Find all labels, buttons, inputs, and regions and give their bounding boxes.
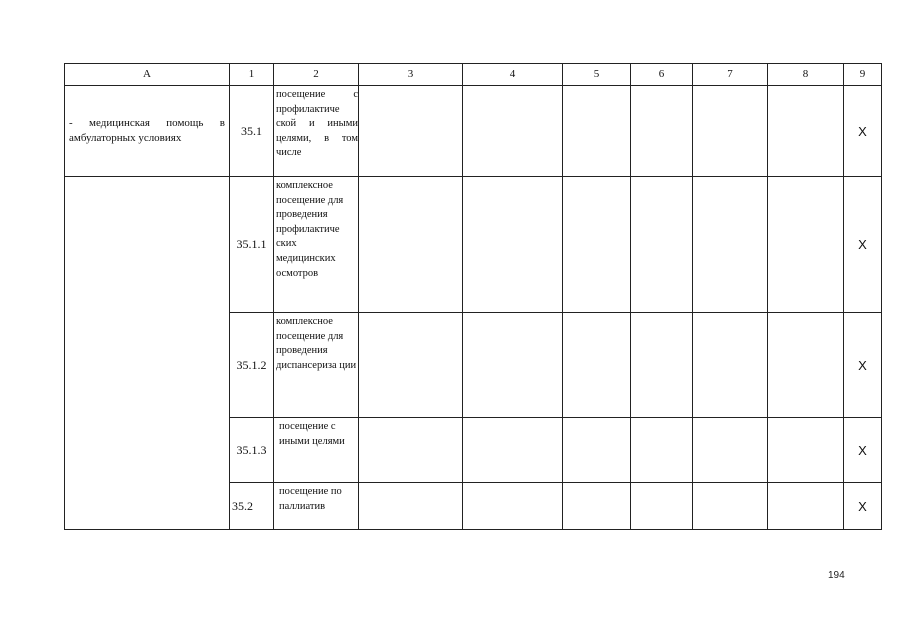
- empty-cell-5: [563, 483, 631, 530]
- header-cell-7: 7: [693, 64, 768, 86]
- row-description-cell: [274, 483, 359, 530]
- empty-cell-8: [768, 86, 844, 177]
- page-number: 194: [828, 570, 845, 581]
- empty-cell-5: [563, 418, 631, 483]
- empty-cell-3: [359, 177, 463, 313]
- row-description-cell: [274, 86, 359, 177]
- row-x-mark: Х: [844, 418, 882, 483]
- empty-cell-7: [693, 177, 768, 313]
- empty-cell-6: [631, 177, 693, 313]
- empty-cell-4: [463, 313, 563, 418]
- table-row: [65, 86, 882, 177]
- empty-cell-5: [563, 86, 631, 177]
- data-table: [64, 63, 882, 530]
- row-code-cell: 35.1.2: [230, 313, 274, 418]
- empty-cell-7: [693, 483, 768, 530]
- empty-cell-4: [463, 483, 563, 530]
- row-description-text: посещение по паллиатив: [279, 486, 342, 512]
- empty-cell-6: [631, 313, 693, 418]
- empty-cell-5: [563, 313, 631, 418]
- empty-cell-6: [631, 418, 693, 483]
- header-cell-1: 1: [230, 64, 274, 86]
- header-cell-6: 6: [631, 64, 693, 86]
- table-row: [65, 177, 882, 313]
- empty-cell-3: [359, 418, 463, 483]
- row-x-mark: Х: [844, 177, 882, 313]
- row-description-cell: [274, 177, 359, 313]
- empty-cell-7: [693, 86, 768, 177]
- row-description-text: комплексное посещение для проведения диспансериза ции: [276, 316, 357, 371]
- header-cell-5: 5: [563, 64, 631, 86]
- empty-cell-7: [693, 313, 768, 418]
- empty-cell-3: [359, 86, 463, 177]
- row-code-cell: 35.1.3: [230, 418, 274, 483]
- header-cell-9: 9: [844, 64, 882, 86]
- header-cell-a: А: [65, 64, 230, 86]
- row-description-cell: [274, 313, 359, 418]
- empty-cell-8: [768, 177, 844, 313]
- header-cell-4: 4: [463, 64, 563, 86]
- empty-cell-6: [631, 483, 693, 530]
- empty-cell-4: [463, 418, 563, 483]
- row-description-text: посещение с профилактиче ской и иными целями, в том числе: [276, 89, 358, 159]
- row-description-text: посещение с иными целями: [279, 421, 345, 447]
- empty-cell-8: [768, 313, 844, 418]
- row-code-cell: 35.2: [230, 483, 274, 530]
- empty-cell-8: [768, 418, 844, 483]
- row-label-cell-empty: [65, 177, 230, 530]
- row-label-cell: - медицинская помощь в амбулаторных условиях: [65, 86, 230, 177]
- row-code-cell: 35.1: [230, 86, 274, 177]
- empty-cell-8: [768, 483, 844, 530]
- empty-cell-6: [631, 86, 693, 177]
- empty-cell-3: [359, 483, 463, 530]
- empty-cell-4: [463, 86, 563, 177]
- row-description-text: комплексное посещение для проведения профилактиче ских медицинских осмотров: [276, 180, 344, 279]
- row-x-mark: Х: [844, 483, 882, 530]
- header-cell-3: 3: [359, 64, 463, 86]
- row-x-mark: Х: [844, 313, 882, 418]
- empty-cell-7: [693, 418, 768, 483]
- header-cell-2: 2: [274, 64, 359, 86]
- empty-cell-3: [359, 313, 463, 418]
- row-x-mark: Х: [844, 86, 882, 177]
- empty-cell-4: [463, 177, 563, 313]
- row-description-cell: [274, 418, 359, 483]
- table-header-row: [65, 64, 882, 86]
- row-code-cell: 35.1.1: [230, 177, 274, 313]
- empty-cell-5: [563, 177, 631, 313]
- header-cell-8: 8: [768, 64, 844, 86]
